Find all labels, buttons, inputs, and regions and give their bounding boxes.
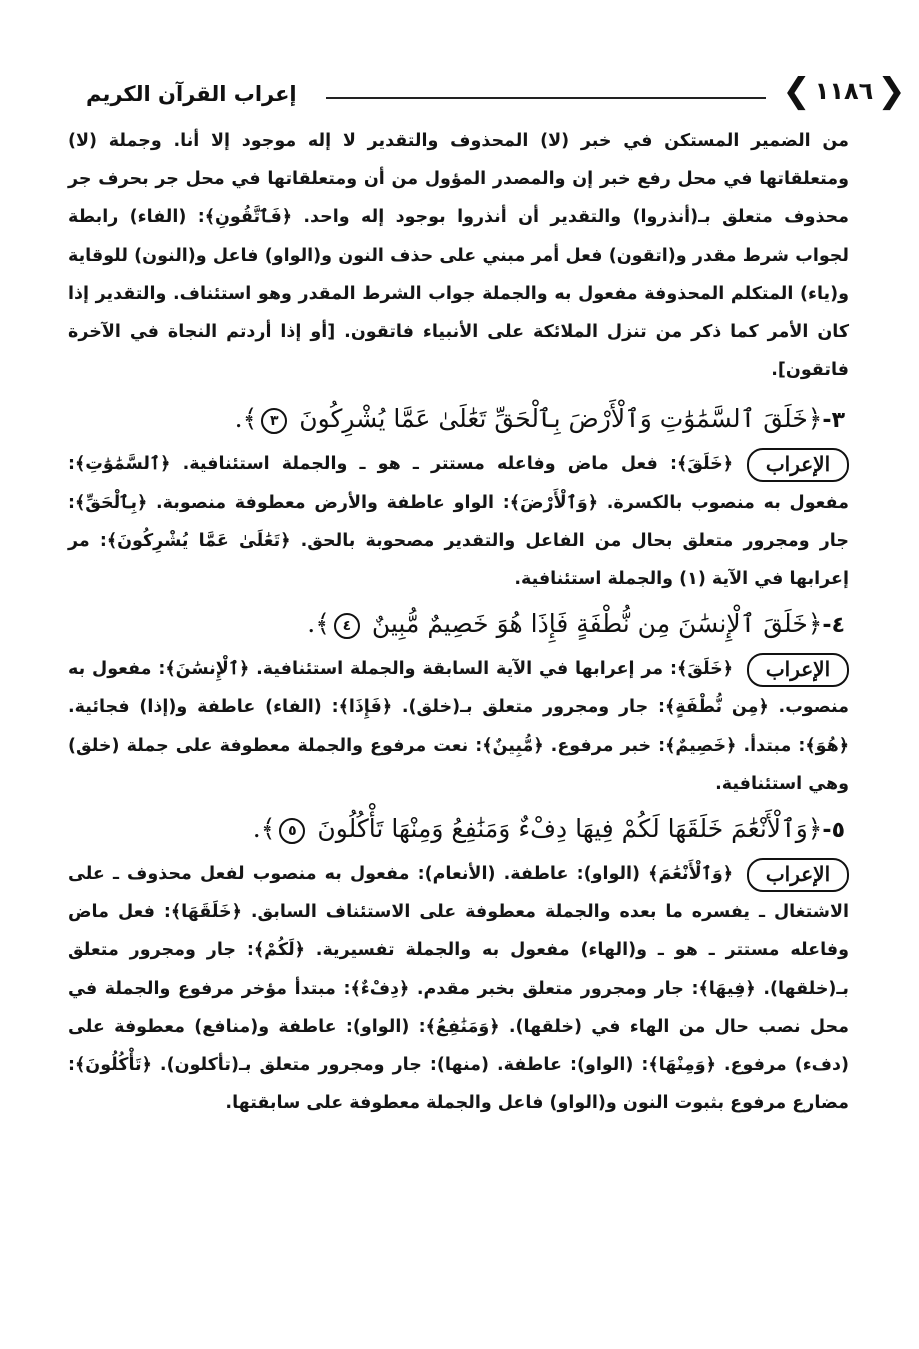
verse-text: ﴿وَٱلْأَنْعَٰمَ خَلَقَهَا لَكُمْ فِيهَا دِفْءٌ وَمَنَٰفِعُ وَمِنْهَا تَأْكُلُونَ: [317, 814, 823, 844]
page-number-bracket-left: ❮: [782, 71, 811, 111]
verse-close: ﴾.: [252, 814, 276, 844]
irab-text: ﴿خَلَقَ﴾: فعل ماض وفاعله مستتر ـ هو ـ والجملة استئنافية. ﴿ٱلسَّمَٰوَٰتِ﴾: مفعول به منصوب بالكسرة. ﴿وَٱلْأَرْضَ﴾: الواو عاطفة والأرض معطوفة منصوبة. ﴿بِٱلْحَقِّ﴾: جار ومجرور متعلق بحال من الفاعل والتقدير مصحوبة بالحق. ﴿تَعَٰلَىٰ عَمَّا يُشْرِكُونَ﴾: مر إعرابها في الآية (١) والجملة استئنافية.: [68, 454, 849, 590]
verse-4: [68, 604, 849, 646]
header-divider: [326, 97, 766, 99]
ayah-marker-icon: ٤: [334, 613, 360, 639]
ayah-marker-icon: ٣: [261, 408, 287, 434]
irab-text: ﴿خَلَقَ﴾: مر إعرابها في الآية السابقة والجملة استئنافية. ﴿ٱلْإِنسَٰنَ﴾: مفعول به منصوب. ﴿مِن نُّطْفَةٍ﴾: جار ومجرور متعلق بـ(خلق). ﴿فَإِذَا﴾: (الفاء) عاطفة و(إذا) فجائية. ﴿هُوَ﴾: مبتدأ. ﴿خَصِيمٌ﴾: خبر مرفوع. ﴿مُّبِينٌ﴾: نعت مرفوع والجملة معطوفة على جملة (خلق) وهي استئنافية.: [68, 659, 849, 794]
verse-text: ﴿خَلَقَ ٱلْإِنسَٰنَ مِن نُّطْفَةٍ فَإِذَا هُوَ خَصِيمٌ مُّبِينٌ: [371, 609, 823, 639]
irab-block-5: [68, 855, 849, 1122]
verse-text: ﴿خَلَقَ ٱلسَّمَٰوَٰتِ وَٱلْأَرْضَ بِٱلْحَقِّ تَعَٰلَىٰ عَمَّا يُشْرِكُونَ: [299, 404, 823, 434]
book-title: إعراب القرآن الكريم: [86, 82, 297, 106]
intro-paragraph: من الضمير المستكن في خبر (لا) المحذوف والتقدير لا إله موجود إلا أنا. وجملة (لا) ومتعلقاتها في محل رفع خبر إن والمصدر المؤول من أن ومتعلقاتها في محل جر بحرف جر محذوف متعلق بـ(أنذروا) والتقدير أن أنذروا بوجود إله واحد. ﴿فَٱتَّقُونِ﴾: (الفاء) رابطة لجواب شرط مقدر و(اتقون) فعل أمر مبني على حذف النون و(الواو) فاعل و(النون) للوقاية و(ياء) المتكلم المحذوفة مفعول به والجملة جواب الشرط المقدر وهو استئناف. والتقدير إذا كان الأمر كما ذكر من تنزل الملائكة على الأنبياء فاتقون. [أو إذا أردتم النجاة في الآخرة فاتقون].: [68, 131, 849, 381]
verse-number: ٥-: [822, 818, 845, 844]
verse-3: [68, 399, 849, 441]
verse-number: ٤-: [822, 613, 845, 639]
irab-badge: الإعراب: [747, 448, 849, 482]
verse-number: ٣-: [822, 408, 845, 434]
irab-badge: الإعراب: [747, 653, 849, 687]
page-number-bracket-right: ❯: [877, 71, 906, 111]
irab-block-4: [68, 650, 849, 803]
irab-badge: الإعراب: [747, 858, 849, 892]
page-number: [782, 71, 906, 111]
page-header: [68, 62, 906, 122]
page-number-value: ١١٨٦: [814, 77, 874, 105]
verse-close: ﴾.: [307, 609, 330, 639]
verse-close: ﴾.: [234, 404, 258, 434]
ayah-marker-icon: ٥: [279, 818, 305, 844]
irab-block-3: [68, 445, 849, 598]
verse-5: [68, 809, 849, 851]
irab-text: ﴿وَٱلْأَنْعَٰمَ﴾ (الواو): عاطفة. (الأنعام): مفعول به منصوب لفعل محذوف ـ على الاشتغال ـ يفسره ما بعده والجملة معطوفة على الاستئناف السابق. ﴿خَلَقَهَا﴾: فعل ماض وفاعله مستتر ـ هو ـ و(الهاء) مفعول به والجملة تفسيرية. ﴿لَكُمْ﴾: جار ومجرور متعلق بـ(خلقها). ﴿فِيهَا﴾: جار ومجرور متعلق بخبر مقدم. ﴿دِفْءٌ﴾: مبتدأ مؤخر مرفوع والجملة في محل نصب حال من الهاء في (خلقها). ﴿وَمَنَٰفِعُ﴾: (الواو): عاطفة و(منافع) معطوفة على (دفء) مرفوع. ﴿وَمِنْهَا﴾: (الواو): عاطفة. (منها): جار ومجرور متعلق بـ(تأكلون). ﴿تَأْكُلُونَ﴾: مضارع مرفوع بثبوت النون و(الواو) فاعل والجملة معطوفة على سابقتها.: [68, 864, 849, 1114]
